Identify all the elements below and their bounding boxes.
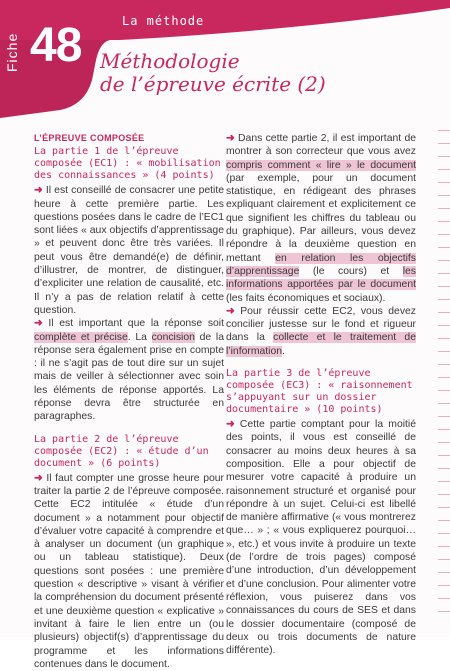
highlight: compris comment « lire » le document: [226, 159, 416, 171]
title-line-2: de l’épreuve écrite (2): [100, 72, 326, 96]
section-label: La méthode: [122, 14, 205, 28]
highlight: en relation les objectifs d’apprentissage: [226, 252, 416, 277]
title-line-1: Méthodologie: [100, 49, 240, 73]
right-column: [226, 132, 416, 657]
section-1-title: La partie 1 de l’épreuve composée (EC1) : « mobilisation des connaissances » (4 points): [34, 146, 221, 182]
arrow-icon: ➜: [226, 305, 241, 317]
left-column: [34, 132, 224, 671]
section-1-paragraph-2: ➜ Il est important que la réponse soit complète et précise. La concision de la réponse sera également prise en compte : il ne s’agit pas de tout dire sur un sujet mais de veiller à sélectionner avec soin les éléments de réponse apportés. La réponse devra être structurée en paragraphes.: [34, 318, 224, 423]
highlight: collecte et le traitement de l’information: [226, 332, 416, 357]
highlight: complète et précise: [34, 331, 128, 343]
right-paragraph-1: ➜ Dans cette partie 2, il est important de montrer à son correcteur que vous avez compris comment « lire » le document (par exemple, pour un document statistique, en rédigeant des phrases expliquant clairement et explicitement ce que signifient les chiffres du tableau ou du graphique). Par ailleurs, vous devez répondre à la deuxième question en mettant en relation les objectifs d’apprentissage (le cours) et les informations apportées par le document (les faits économiques et sociaux).: [226, 133, 417, 304]
margin-rules: [438, 130, 450, 637]
kicker: L’ÉPREUVE COMPOSÉE: [34, 133, 145, 143]
arrow-icon: ➜: [34, 185, 46, 197]
fiche-label: Fiche: [4, 32, 20, 72]
section-1-paragraph-1: ➜ Il est conseillé de consacrer une petite heure à cette première partie. Les questions posées dans le cadre de l’EC1 sont liées « aux objectifs d’apprentissage » et peuvent donc être très variées. Il peut vous être demandé(e) de définir, d’illustrer, de montrer, de distinguer, d’expliciter une relation de causalité, etc. Il n’y a pas de relation relatif à cette question.: [34, 185, 225, 316]
page-title: [100, 50, 326, 96]
arrow-icon: ➜: [34, 318, 49, 330]
arrow-icon: ➜: [226, 133, 239, 144]
section-3-title: La partie 3 de l’épreuve composée (EC3) : « raisonnement s’appuyant sur un dossier documentaire » (10 points): [226, 368, 413, 416]
highlight: concision: [151, 331, 195, 343]
section-3-paragraph-1: ➜ Cette partie comptant pour la moitié des points, il vous est conseillé de consacrer au moins deux heures à sa composition. Elle a pour objectif de mesurer votre capacité à produire un raisonnement structuré et organisé pour répondre à un sujet. Celui-ci est libellé de manière affirmative (« vous montrerez que… » ; « vous expliquerez pourquoi… », etc.) et vous invite à produire un texte (de l’ordre de trois pages) composé d’une introduction, d’un développement et d’une conclusion. Pour alimenter votre réflexion, vous puiserez dans vos connaissances du cours de SES et dans le dossier documentaire (composé de deux ou trois documents de nature différente).: [226, 419, 417, 657]
fiche-number: 48: [30, 19, 82, 72]
arrow-icon: ➜: [226, 419, 240, 431]
section-2-title: La partie 2 de l’épreuve composée (EC2) : « étude d’un document » (6 points): [34, 433, 209, 469]
section-2-paragraph-1: ➜ Il faut compter une grosse heure pour traiter la partie 2 de l’épreuve composée. Cette EC2 intitulée « étude d’un document » a notamment pour objectif d’évaluer votre capacité à comprendre et à analyser un document (un graphique ou un tableau statistique). Deux questions sont posées : une première question « descriptive » visant à vérifier la compréhension du document présenté et une deuxième question « explicative » invitant à faire le lien entre un (ou plusieurs) objectif(s) d’apprentissage du programme et les informations contenues dans le document.: [34, 472, 224, 670]
arrow-icon: ➜: [34, 472, 47, 484]
right-paragraph-2: ➜ Pour réussir cette EC2, vous devez concilier justesse sur le fond et rigueur dans la collecte et le traitement de l’information.: [226, 305, 416, 357]
highlight: les informations apportées par le document: [226, 265, 416, 291]
